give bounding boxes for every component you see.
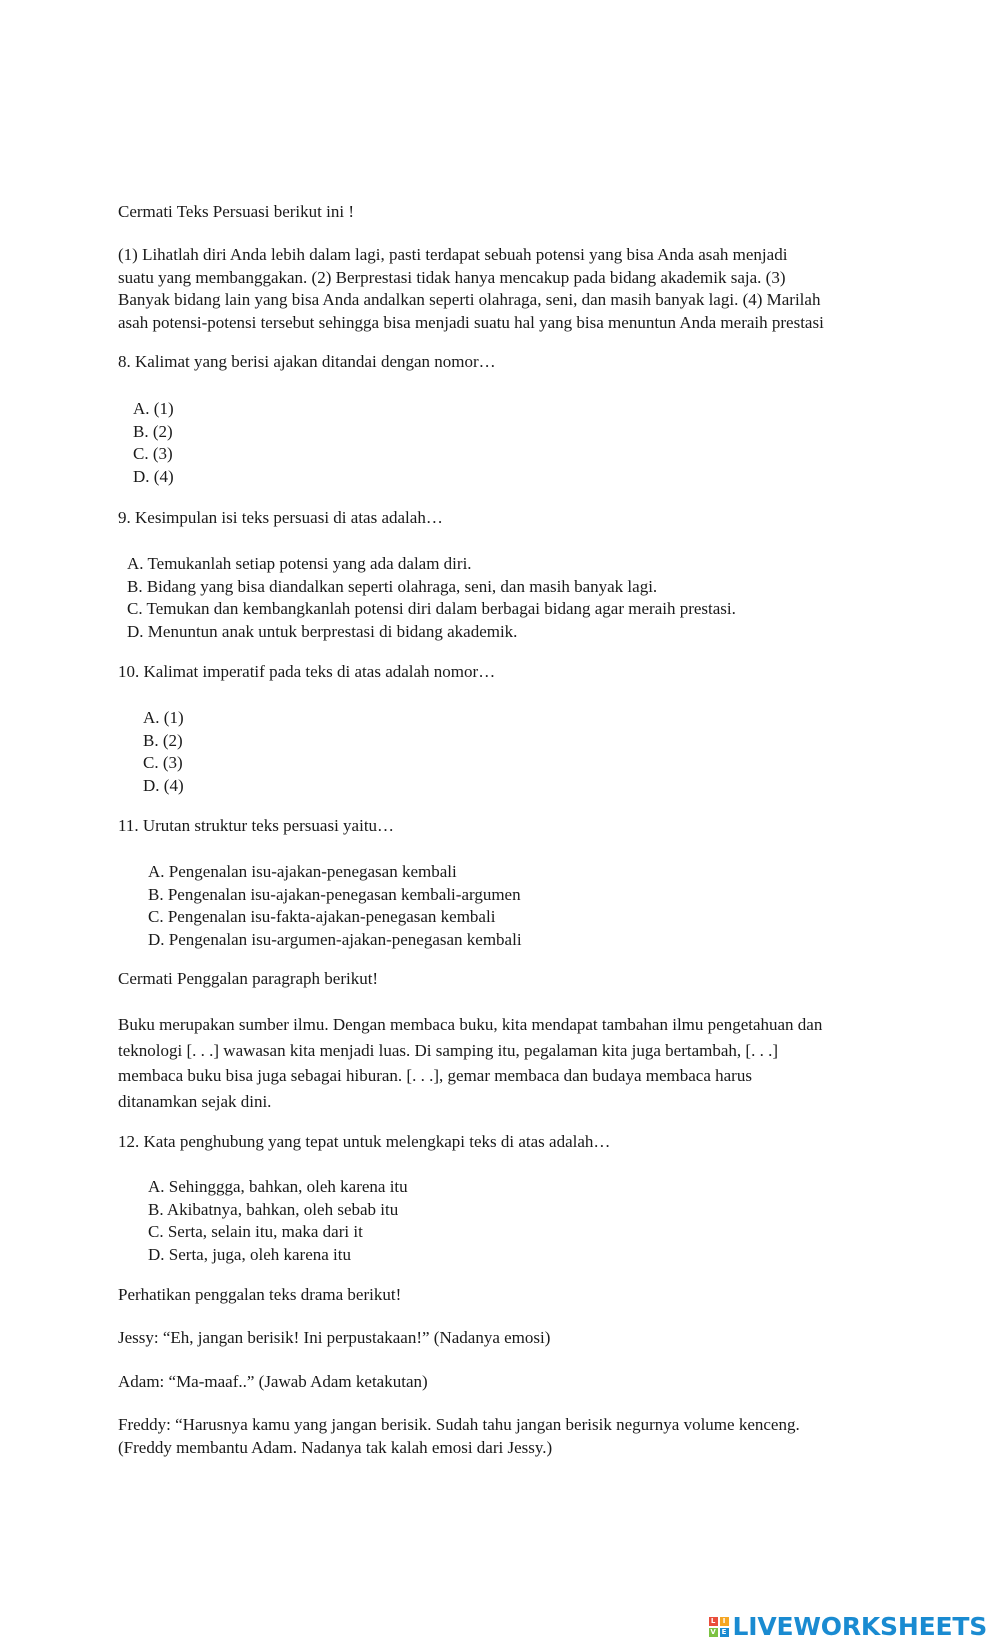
q9-option-d[interactable]: D. Menuntun anak untuk berprestasi di bidang akademik. xyxy=(127,621,518,641)
persuasion-line-3: Banyak bidang lain yang bisa Anda andalkan seperti olahraga, seni, dan masih banyak lagi. (4) Marilah xyxy=(118,290,821,310)
paragraph-line-1: Buku merupakan sumber ilmu. Dengan membaca buku, kita mendapat tambahan ilmu pengetahuan dan xyxy=(118,1015,823,1034)
q12-option-d[interactable]: D. Serta, juga, oleh karena itu xyxy=(148,1244,351,1264)
logo-letter-e: E xyxy=(720,1628,729,1637)
q11-option-b[interactable]: B. Pengenalan isu-ajakan-penegasan kembali-argumen xyxy=(148,884,521,904)
persuasion-line-4: asah potensi-potensi tersebut sehingga bisa menjadi suatu hal yang bisa menuntun Anda meraih prestasi xyxy=(118,312,824,332)
q11-option-a[interactable]: A. Pengenalan isu-ajakan-penegasan kembali xyxy=(148,862,457,881)
q12-option-a[interactable]: A. Sehinggga, bahkan, oleh karena itu xyxy=(148,1177,408,1196)
q9-option-c[interactable]: C. Temukan dan kembangkanlah potensi diri dalam berbagai bidang agar meraih prestasi. xyxy=(127,599,736,619)
question-9-options xyxy=(127,553,736,643)
liveworksheets-logo-icon xyxy=(709,1617,729,1637)
paragraph-line-4: ditanamkan sejak dini. xyxy=(118,1091,272,1111)
question-12-options xyxy=(148,1176,408,1266)
logo-letter-v: V xyxy=(710,1628,716,1636)
question-8: 8. Kalimat yang berisi ajakan ditandai dengan nomor… xyxy=(118,352,496,371)
q8-option-c[interactable]: C. (3) xyxy=(133,444,173,464)
paragraph-line-2: teknologi [. . .] wawasan kita menjadi luas. Di samping itu, pegalaman kita juga bertambah, [. . .] xyxy=(118,1040,778,1060)
q11-option-c[interactable]: C. Pengenalan isu-fakta-ajakan-penegasan kembali xyxy=(148,907,496,927)
q12-option-c[interactable]: C. Serta, selain itu, maka dari it xyxy=(148,1222,363,1242)
q9-option-b[interactable]: B. Bidang yang bisa diandalkan seperti olahraga, seni, dan masih banyak lagi. xyxy=(127,576,658,596)
question-11: 11. Urutan struktur teks persuasi yaitu… xyxy=(118,816,395,835)
q12-option-b[interactable]: B. Akibatnya, bahkan, oleh sebab itu xyxy=(148,1199,399,1219)
question-11-options xyxy=(148,861,522,951)
logo-text: LIVEWORKSHEETS xyxy=(732,1611,987,1641)
q10-option-a[interactable]: A. (1) xyxy=(143,708,184,727)
q11-option-d[interactable]: D. Pengenalan isu-argumen-ajakan-penegasan kembali xyxy=(148,929,522,949)
drama-instruction: Perhatikan penggalan teks drama berikut! xyxy=(118,1285,402,1304)
intro-instruction: Cermati Teks Persuasi berikut ini ! xyxy=(118,202,354,221)
paragraph-text xyxy=(118,1012,822,1114)
paragraph-instruction: Cermati Penggalan paragraph berikut! xyxy=(118,969,379,988)
q10-option-c[interactable]: C. (3) xyxy=(143,753,183,773)
freddy-line-1: Freddy: “Harusnya kamu yang jangan berisik. Sudah tahu jangan berisik negurnya volume kenceng. xyxy=(118,1415,800,1434)
q10-option-b[interactable]: B. (2) xyxy=(143,730,183,750)
drama-line-freddy xyxy=(118,1414,800,1459)
q10-option-d[interactable]: D. (4) xyxy=(143,775,184,795)
liveworksheets-logo xyxy=(709,1612,987,1642)
q8-option-b[interactable]: B. (2) xyxy=(133,421,173,441)
logo-letter-l: L xyxy=(709,1617,718,1626)
q8-option-d[interactable]: D. (4) xyxy=(133,466,174,486)
persuasion-line-1: (1) Lihatlah diri Anda lebih dalam lagi, pasti terdapat sebuah potensi yang bisa Anda asah menjadi xyxy=(118,245,788,264)
question-10: 10. Kalimat imperatif pada teks di atas adalah nomor… xyxy=(118,662,496,681)
question-12: 12. Kata penghubung yang tepat untuk melengkapi teks di atas adalah… xyxy=(118,1132,611,1151)
paragraph-line-3: membaca buku bisa juga sebagai hiburan. [. . .], gemar membaca dan budaya membaca harus xyxy=(118,1066,752,1086)
question-9: 9. Kesimpulan isi teks persuasi di atas adalah… xyxy=(118,508,443,527)
q8-option-a[interactable]: A. (1) xyxy=(133,399,174,418)
persuasion-line-2: suatu yang membanggakan. (2) Berprestasi tidak hanya mencakup pada bidang akademik saja. (3) xyxy=(118,267,786,287)
question-10-options xyxy=(143,707,184,797)
freddy-line-2: (Freddy membantu Adam. Nadanya tak kalah emosi dari Jessy.) xyxy=(118,1437,553,1457)
logo-letter-i: I xyxy=(720,1617,729,1626)
drama-line-jessy: Jessy: “Eh, jangan berisik! Ini perpustakaan!” (Nadanya emosi) xyxy=(118,1328,551,1347)
persuasion-text xyxy=(118,244,824,334)
drama-line-adam: Adam: “Ma-maaf..” (Jawab Adam ketakutan) xyxy=(118,1372,428,1391)
question-8-options xyxy=(133,398,174,488)
q9-option-a[interactable]: A. Temukanlah setiap potensi yang ada dalam diri. xyxy=(127,554,472,573)
